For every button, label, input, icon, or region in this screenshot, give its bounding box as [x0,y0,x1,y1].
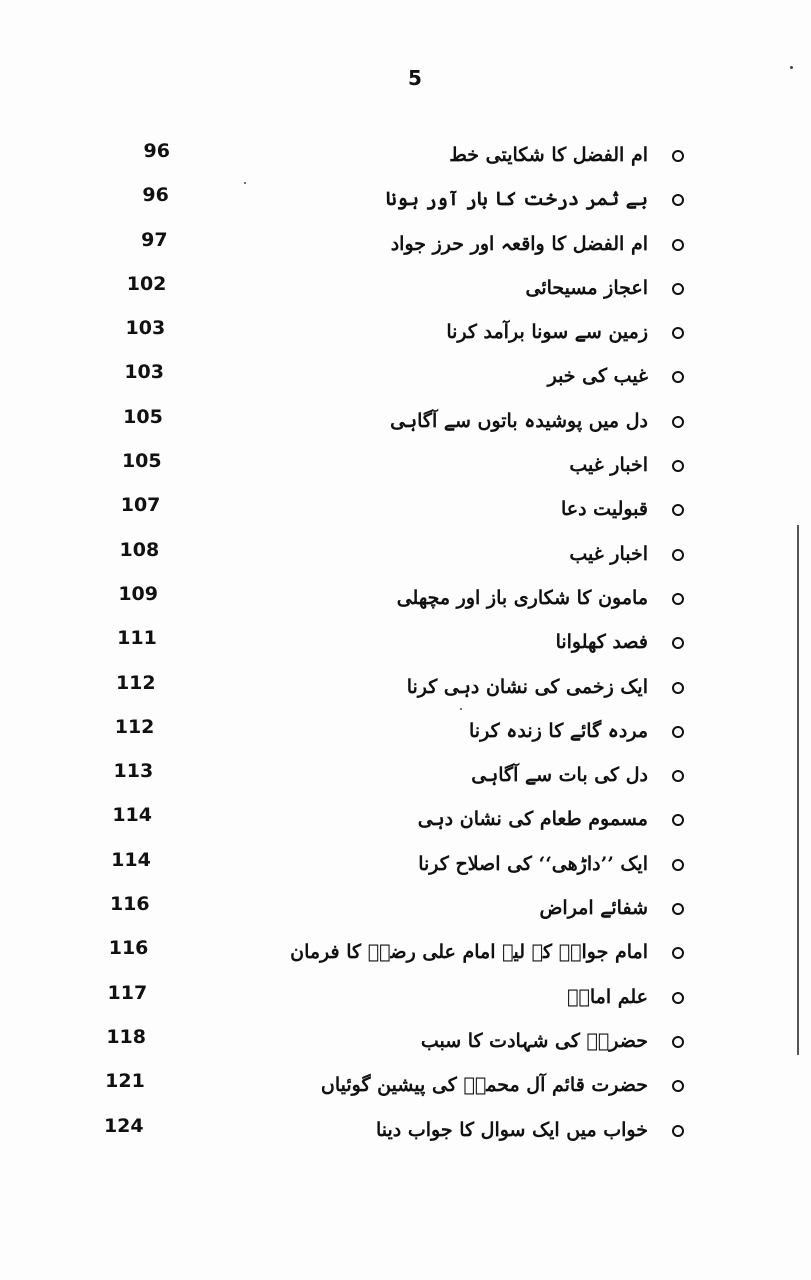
toc-page-number: 114 [111,848,151,871]
circle-bullet-icon [672,726,684,738]
toc-entry [90,978,690,1022]
toc-title: مسموم طعام کی نشان دہی [417,808,648,831]
toc-entry [90,136,690,180]
circle-bullet-icon [672,593,684,605]
toc-entry [90,180,690,224]
table-of-contents [90,136,690,1155]
toc-title: فصد کھلوانا [555,631,648,654]
toc-page-number: 96 [142,184,169,207]
toc-title: غیب کی خبر [547,365,648,388]
toc-entry [90,1111,690,1155]
toc-title: اخبار غیب [569,454,648,477]
toc-title: مامون کا شکاری باز اور مچھلی [396,586,648,609]
toc-page-number: 113 [113,760,154,783]
toc-page-number: 103 [124,361,164,384]
toc-page-number: 107 [120,494,161,517]
margin-line [797,525,799,1055]
toc-entry [90,623,690,667]
toc-entry [90,668,690,712]
circle-bullet-icon [672,194,684,206]
scan-speck [790,66,793,69]
toc-title: ام الفضل کا واقعہ اور حرز جواد [390,232,648,255]
toc-page-number: 111 [117,627,157,650]
circle-bullet-icon [672,460,684,472]
toc-entry [90,446,690,490]
toc-entry [90,490,690,534]
toc-page-number: 96 [143,140,170,162]
toc-title: خواب میں ایک سوال کا جواب دینا [375,1118,648,1141]
toc-entry [90,535,690,579]
circle-bullet-icon [672,1080,684,1092]
toc-page-number: 105 [121,450,162,473]
toc-page-number: 105 [123,405,163,428]
toc-title: ام الفضل کا شکایتی خط [449,144,648,166]
toc-page-number: 117 [107,981,148,1004]
circle-bullet-icon [672,150,684,162]
toc-page-number: 121 [105,1070,145,1093]
toc-title: حضرت قائم آل محمدؑ کی پیشین گوئیاں [320,1074,648,1097]
toc-title: اخبار غیب [569,542,648,565]
circle-bullet-icon [672,416,684,428]
toc-title: قبولیت دعا [560,498,648,521]
toc-title: امام جوادؑ کے لیے امام علی رضاؑ کا فرمان [290,941,648,964]
circle-bullet-icon [672,1036,684,1048]
toc-title: اعجاز مسیحائی [525,276,648,299]
toc-page-number: 118 [106,1025,146,1048]
toc-title: ایک زخمی کی نشان دہی کرنا [406,675,648,698]
circle-bullet-icon [672,992,684,1004]
toc-title: زمین سے سونا برآمد کرنا [446,321,648,344]
toc-page-number: 112 [115,671,156,694]
toc-title: شفائے امراض [539,897,648,920]
circle-bullet-icon [672,327,684,339]
toc-page-number: 109 [118,582,158,605]
toc-entry [90,889,690,933]
circle-bullet-icon [672,770,684,782]
toc-entry [90,1066,690,1110]
toc-page-number: 102 [126,272,167,295]
toc-page-number: 112 [114,715,155,738]
toc-page-number: 103 [125,317,166,340]
toc-title: حضرتؑ کی شہادت کا سبب [420,1029,648,1052]
toc-entry [90,845,690,889]
circle-bullet-icon [672,549,684,561]
toc-entry [90,269,690,313]
circle-bullet-icon [672,859,684,871]
circle-bullet-icon [672,637,684,649]
circle-bullet-icon [672,903,684,915]
toc-title: مردہ گائے کا زندہ کرنا [469,719,648,742]
toc-title: دل میں پوشیدہ باتوں سے آگاہی [390,409,648,432]
toc-entry [90,1022,690,1066]
circle-bullet-icon [672,239,684,251]
toc-page-number: 116 [108,937,149,960]
toc-entry [90,712,690,756]
circle-bullet-icon [672,814,684,826]
toc-title: ایک ’’داڑھی‘‘ کی اصلاح کرنا [418,852,648,875]
toc-entry [90,933,690,977]
circle-bullet-icon [672,947,684,959]
toc-entry [90,800,690,844]
toc-entry [90,402,690,446]
toc-page-number: 108 [119,538,160,561]
circle-bullet-icon [672,1125,684,1137]
circle-bullet-icon [672,371,684,383]
toc-page-number: 114 [112,804,152,827]
circle-bullet-icon [672,283,684,295]
page-number: 5 [408,66,422,90]
toc-page-number: 97 [141,228,168,251]
scan-speck [460,708,462,710]
circle-bullet-icon [672,504,684,516]
toc-page-number: 116 [109,893,150,916]
toc-entry [90,313,690,357]
toc-entry [90,579,690,623]
toc-page-number: 124 [103,1114,144,1137]
toc-entry [90,756,690,800]
circle-bullet-icon [672,682,684,694]
toc-title: دل کی بات سے آگاہی [471,764,648,787]
toc-title: بے ثمر درخت کا بار آور ہونا [385,188,648,211]
toc-entry [90,225,690,269]
toc-entry [90,357,690,401]
scan-speck [244,182,246,184]
toc-title: علم امامؑ [567,985,648,1008]
